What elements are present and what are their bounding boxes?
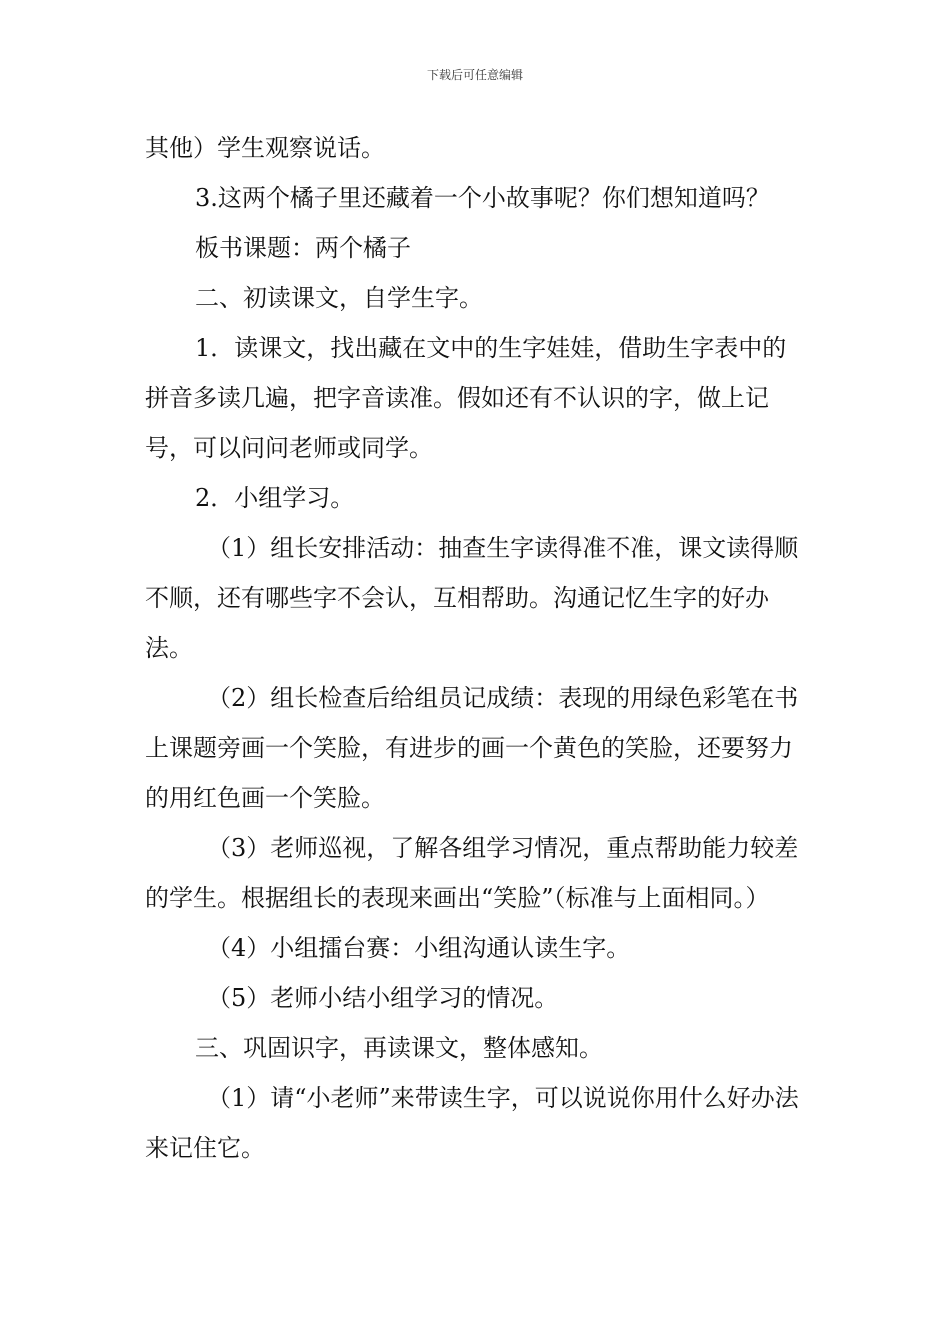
paragraph: 2．小组学习。 bbox=[195, 484, 355, 512]
paragraph: 其他）学生观察说话。 bbox=[145, 134, 385, 162]
paragraph: （3）老师巡视，了解各组学习情况，重点帮助能力较差的学生。根据组长的表现来画出“笑脸”（标准与上面相同。） bbox=[145, 834, 799, 912]
section-heading: 三、巩固识字，再读课文，整体感知。 bbox=[195, 1034, 603, 1062]
paragraph: 板书课题：两个橘子 bbox=[195, 234, 411, 262]
paragraph: 1．读课文，找出藏在文中的生字娃娃，借助生字表中的拼音多读几遍，把字音读准。假如还有不认识的字，做上记号，可以问问老师或同学。 bbox=[145, 334, 787, 462]
paragraph: （4）小组擂台赛：小组沟通认读生字。 bbox=[207, 934, 631, 962]
section-heading: 二、初读课文，自学生字。 bbox=[195, 284, 483, 312]
paragraph: （1）组长安排活动：抽查生字读得准不准，课文读得顺不顺，还有哪些字不会认，互相帮助。沟通记忆生字的好办法。 bbox=[145, 534, 799, 662]
page-header-note: 下载后可任意编辑 bbox=[426, 68, 523, 82]
document-body bbox=[145, 123, 805, 1173]
paragraph: （2）组长检查后给组员记成绩：表现的用绿色彩笔在书上课题旁画一个笑脸，有进步的画一个黄色的笑脸，还要努力的用红色画一个笑脸。 bbox=[145, 684, 799, 812]
paragraph: 3.这两个橘子里还藏着一个小故事呢？你们想知道吗？ bbox=[195, 184, 770, 212]
paragraph: （5）老师小结小组学习的情况。 bbox=[207, 984, 559, 1012]
paragraph: （1）请“小老师”来带读生字，可以说说你用什么好办法来记住它。 bbox=[145, 1084, 799, 1162]
